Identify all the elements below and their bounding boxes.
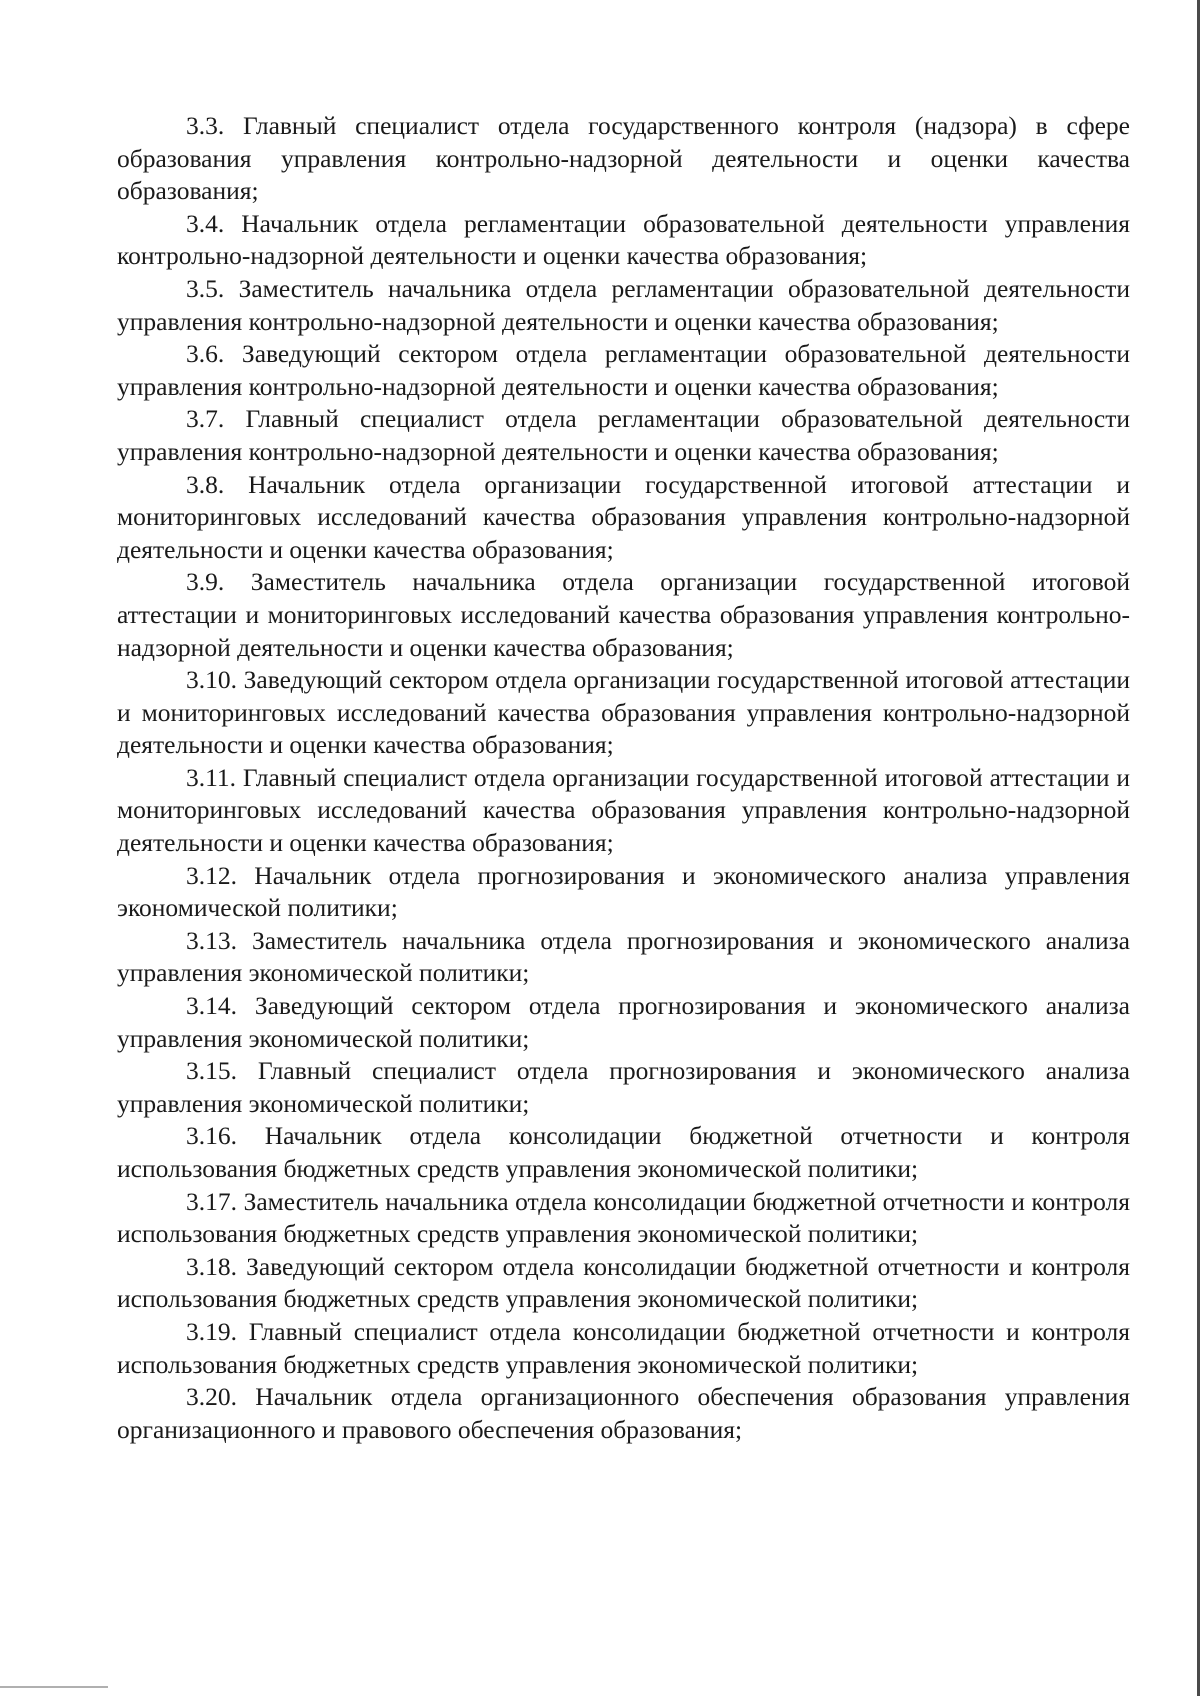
- list-item: 3.17. Заместитель начальника отдела консолидации бюджетной отчетности и контроля использования бюджетных средств управления экономической политики;: [117, 1186, 1130, 1249]
- list-item: 3.11. Главный специалист отдела организации государственной итоговой аттестации и мониторинговых исследований качества образования управления контрольно-надзорной деятельности и оценки качества образования;: [117, 762, 1130, 858]
- list-item: 3.4. Начальник отдела регламентации образовательной деятельности управления контрольно-надзорной деятельности и оценки качества образования;: [117, 208, 1130, 271]
- list-item: 3.3. Главный специалист отдела государственного контроля (надзора) в сфере образования управления контрольно-надзорной деятельности и оценки качества образования;: [117, 111, 1130, 206]
- list-item: 3.18. Заведующий сектором отдела консолидации бюджетной отчетности и контроля использования бюджетных средств управления экономической политики;: [117, 1251, 1130, 1314]
- list-item: 3.10. Заведующий сектором отдела организации государственной итоговой аттестации и мониторинговых исследований качества образования управления контрольно-надзорной деятельности и оценки качества образования;: [117, 665, 1130, 760]
- list-item: 3.6. Заведующий сектором отдела регламентации образовательной деятельности управления контрольно-надзорной деятельности и оценки качества образования;: [117, 339, 1130, 401]
- document-body: [117, 110, 1130, 1446]
- list-item: 3.14. Заведующий сектором отдела прогнозирования и экономического анализа управления экономической политики;: [117, 991, 1130, 1053]
- list-item: 3.16. Начальник отдела консолидации бюджетной отчетности и контроля использования бюджетных средств управления экономической политики;: [117, 1121, 1130, 1183]
- list-item: 3.9. Заместитель начальника отдела организации государственной итоговой аттестации и мониторинговых исследований качества образования управления контрольно-надзорной деятельности и оценки качества образования;: [117, 567, 1130, 662]
- list-item: 3.15. Главный специалист отдела прогнозирования и экономического анализа управления экономической политики;: [117, 1056, 1130, 1118]
- list-item: 3.5. Заместитель начальника отдела регламентации образовательной деятельности управления контрольно-надзорной деятельности и оценки качества образования;: [117, 273, 1130, 336]
- list-item: 3.7. Главный специалист отдела регламентации образовательной деятельности управления контрольно-надзорной деятельности и оценки качества образования;: [117, 404, 1130, 466]
- list-item: 3.19. Главный специалист отдела консолидации бюджетной отчетности и контроля использования бюджетных средств управления экономической политики;: [117, 1316, 1130, 1379]
- list-item: 3.20. Начальник отдела организационного обеспечения образования управления организационного и правового обеспечения образования;: [117, 1382, 1130, 1444]
- scan-bottom-mark: [0, 1686, 108, 1688]
- list-item: 3.13. Заместитель начальника отдела прогнозирования и экономического анализа управления экономической политики;: [117, 925, 1130, 988]
- list-item: 3.12. Начальник отдела прогнозирования и экономического анализа управления экономической политики;: [117, 860, 1130, 923]
- list-item: 3.8. Начальник отдела организации государственной итоговой аттестации и мониторинговых исследований качества образования управления контрольно-надзорной деятельности и оценки качества образования;: [117, 469, 1130, 564]
